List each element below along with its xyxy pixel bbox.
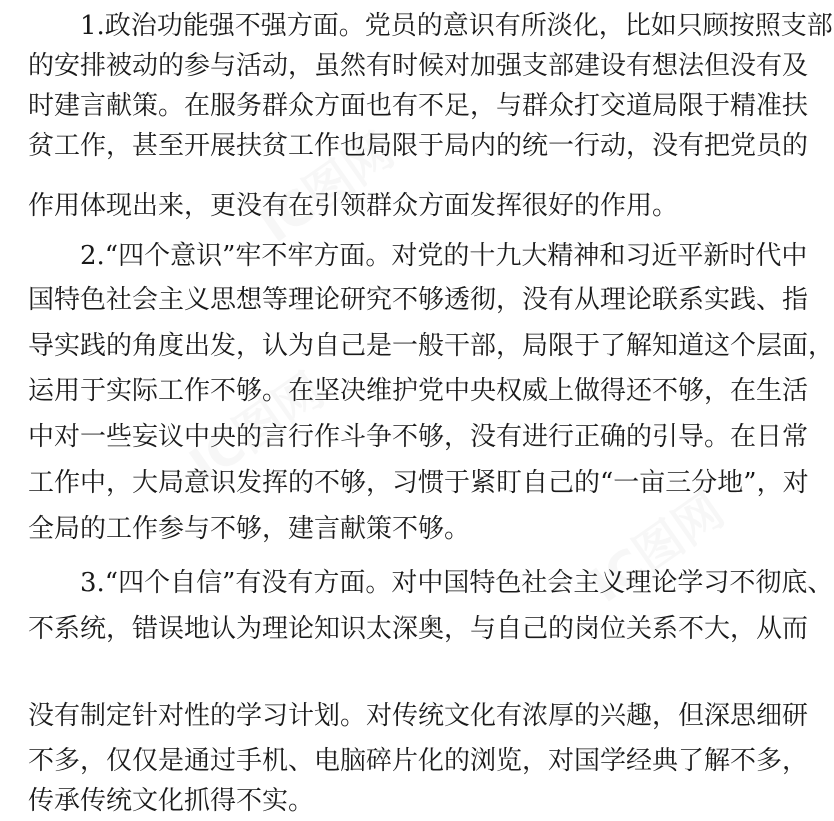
paragraph-1-line-1: 1.政治功能强不强方面。党员的意识有所淡化，比如只顾按照支部 [80,11,833,41]
paragraph-3-continued-line-1: 没有制定针对性的学习计划。对传统文化有浓厚的兴趣，但深思细研 [28,701,809,731]
watermark: IC图网 [580,482,735,614]
paragraph-1-line-4: 贫工作，甚至开展扶贫工作也局限于局内的统一行动，没有把党员的 [28,131,809,161]
paragraph-2-line-1: 2.“四个意识”牢不牢方面。对党的十九大精神和习近平新时代中 [80,241,808,271]
paragraph-1-line-5: 作用体现出来，更没有在引领群众方面发挥很好的作用。 [28,191,679,221]
paragraph-3-continued-line-3: 传承传统文化抓得不实。 [28,786,315,816]
paragraph-2-line-4: 运用于实际工作不够。在坚决维护党中央权威上做得还不够，在生活 [28,376,809,406]
paragraph-1-line-3: 时建言献策。在服务群众方面也有不足，与群众打交道局限于精准扶 [28,91,809,121]
paragraph-3-line-2: 不系统，错误地认为理论知识太深奥，与自己的岗位关系不大，从而 [28,614,809,644]
paragraph-1-line-2: 的安排被动的参与活动，虽然有时候对加强支部建设有想法但没有及 [28,51,809,81]
paragraph-3-line-1: 3.“四个自信”有没有方面。对中国特色社会主义理论学习不彻底、 [80,568,834,598]
watermark: IC图网 [180,362,335,494]
paragraph-2-line-3: 导实践的角度出发，认为自己是一般干部，局限于了解知道这个层面， [28,331,834,361]
paragraph-3-continued-line-2: 不多，仅仅是通过手机、电脑碎片化的浏览，对国学经典了解不多， [28,746,809,776]
paragraph-2-line-6: 工作中，大局意识发挥的不够，习惯于紧盯自己的“一亩三分地”，对 [28,468,809,498]
paragraph-2-line-5: 中对一些妄议中央的言行作斗争不够，没有进行正确的引导。在日常 [28,422,809,452]
watermark: IC图网 [250,122,405,254]
paragraph-2-line-7: 全局的工作参与不够，建言献策不够。 [28,514,471,544]
paragraph-2-line-2: 国特色社会主义思想等理论研究不够透彻，没有从理论联系实践、指 [28,285,809,315]
